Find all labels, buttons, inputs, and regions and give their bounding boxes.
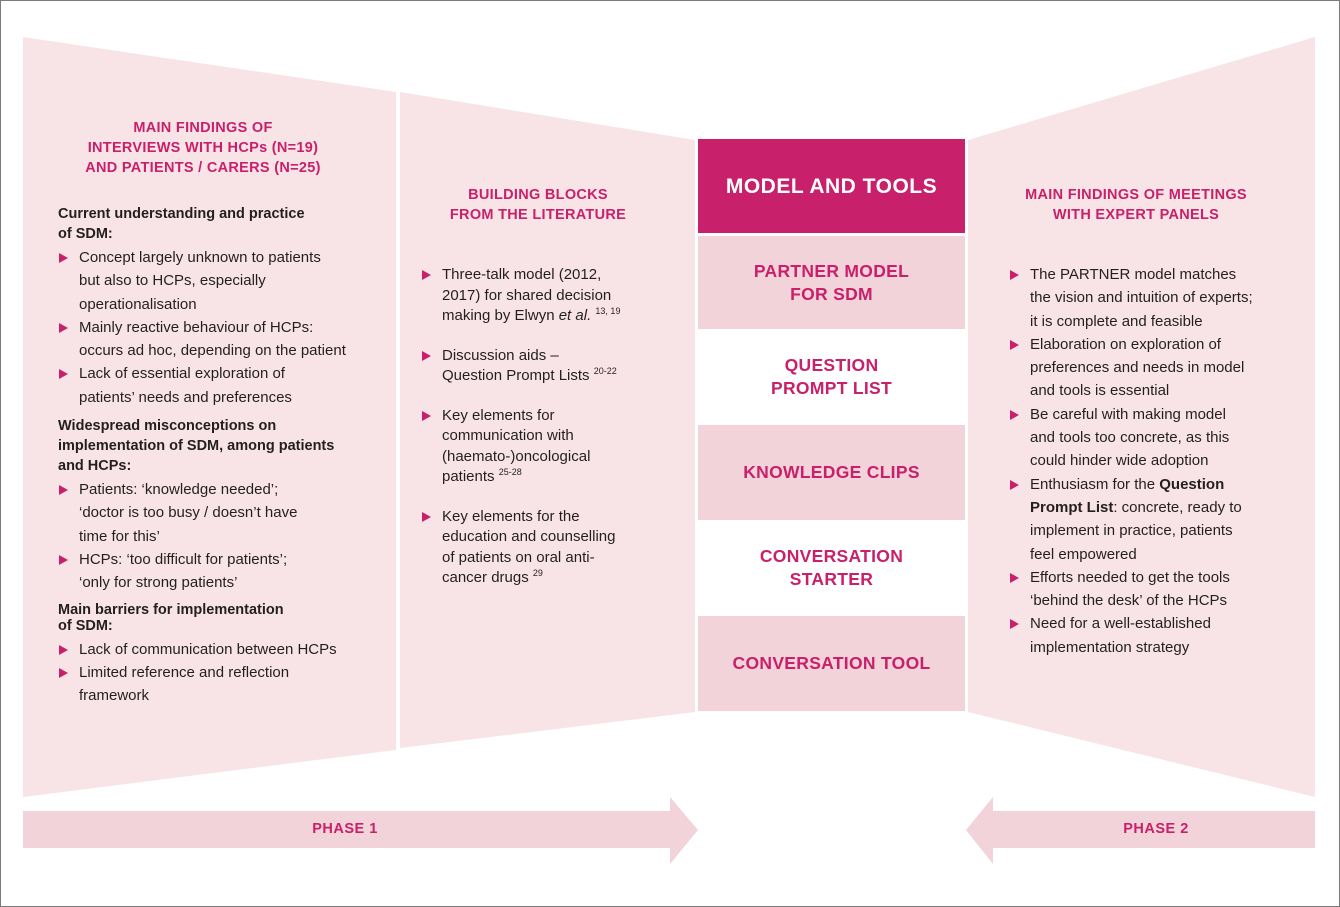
interviews-heading <box>40 118 366 178</box>
section-title <box>58 416 388 476</box>
item-line: Three-talk model (2012, <box>442 266 602 283</box>
item-line: Concept largely unknown to patients <box>79 249 321 266</box>
item-line: ‘doctor is too busy / doesn’t have <box>79 504 298 522</box>
list-item <box>1009 403 1309 473</box>
heading-line: INTERVIEWS WITH HCPs (N=19) <box>87 140 319 156</box>
citation: 13, 19 <box>595 306 621 316</box>
list-item <box>421 507 681 589</box>
interviews-findings <box>58 204 388 707</box>
item-line: The PARTNER model matches <box>1030 266 1237 283</box>
box-line: FOR SDM <box>790 283 873 304</box>
section-title <box>58 204 388 244</box>
item-line: Lack of essential exploration of <box>79 365 285 383</box>
item-line: Efforts needed to get the tools <box>1030 568 1230 586</box>
item-line: time for this’ <box>79 527 160 545</box>
title-text: MODEL AND TOOLS <box>725 174 938 198</box>
model-and-tools-title <box>698 139 965 233</box>
item-line: but also to HCPs, especially <box>79 272 266 290</box>
list-item <box>58 548 388 595</box>
expert-panels-heading <box>985 185 1287 225</box>
item-line: implement in practice, patients <box>1030 522 1233 540</box>
box-line: CONVERSATION <box>759 546 904 566</box>
list-item <box>58 661 388 708</box>
item-line: HCPs: ‘too difficult for patients’; <box>79 550 288 568</box>
item-line: Enthusiasm for the Question <box>1030 475 1225 493</box>
item-line: Elaboration on exploration of <box>1030 335 1221 353</box>
heading-line: MAIN FINDINGS OF <box>133 120 273 136</box>
item-line: Mainly reactive behaviour of HCPs: <box>79 318 314 336</box>
item-line: feel empowered <box>1030 545 1137 563</box>
item-line: operationalisation <box>79 295 197 313</box>
item-line: Key elements for the <box>442 507 580 525</box>
list-item <box>1009 473 1309 566</box>
conversation-tool-box <box>698 616 965 711</box>
item-line: 2017) for shared decision <box>442 286 612 304</box>
item-line: making by Elwyn et al. $^{13, 19}$ <box>442 306 621 324</box>
list-item <box>58 316 388 363</box>
heading-line: AND PATIENTS / CARERS (N=25) <box>85 160 321 176</box>
findings-list <box>58 638 388 708</box>
literature-blocks <box>421 265 681 608</box>
heading-line: MAIN FINDINGS OF MEETINGS <box>1025 187 1247 203</box>
item-line: implementation strategy <box>1030 638 1190 656</box>
section-title <box>58 602 388 634</box>
item-line <box>442 366 681 387</box>
phase-2-label: PHASE 2 <box>1123 821 1189 837</box>
item-line: could hinder wide adoption <box>1030 452 1209 470</box>
knowledge-clips-box <box>698 425 965 520</box>
list-item <box>58 362 388 409</box>
citation: 25-28 <box>498 467 522 477</box>
box-line: PROMPT LIST <box>771 378 892 398</box>
item-line: preferences and needs in model <box>1030 359 1245 377</box>
question-prompt-list-box <box>698 329 965 425</box>
item-text: cancer drugs <box>442 569 529 586</box>
heading-line: BUILDING BLOCKS <box>468 187 608 203</box>
box-line: KNOWLEDGE CLIPS <box>743 462 920 482</box>
item-line: Key elements for <box>442 406 555 424</box>
item-line: of patients on oral anti- <box>442 548 595 566</box>
list-item <box>1009 263 1309 333</box>
title-line: Main barriers for implementation <box>58 601 284 618</box>
item-line: Limited reference and reflection <box>79 663 290 681</box>
item-line: ‘behind the desk’ of the HCPs <box>1030 592 1228 610</box>
item-line <box>442 467 681 488</box>
item-line: it is complete and feasible <box>1030 312 1203 330</box>
item-line: Be careful with making model <box>1030 405 1226 423</box>
title-line: Current understanding and practice <box>58 206 305 222</box>
findings-list <box>58 246 388 409</box>
title-line: of SDM: <box>58 226 113 242</box>
list-item <box>58 638 388 661</box>
box-line: QUESTION <box>784 355 879 375</box>
list-item <box>58 478 388 548</box>
expert-findings <box>1009 263 1309 659</box>
item-line: the vision and intuition of experts; <box>1030 289 1253 307</box>
box-line: CONVERSATION TOOL <box>732 653 931 673</box>
list-item <box>1009 566 1309 613</box>
item-text: patients <box>442 468 495 485</box>
item-line: framework <box>79 687 150 705</box>
phase-1-label: PHASE 1 <box>312 821 378 837</box>
item-line: communication with <box>442 427 574 444</box>
item-line: Need for a well-established <box>1030 615 1211 633</box>
item-line: ‘only for strong patients’ <box>79 574 238 592</box>
heading-line: WITH EXPERT PANELS <box>1052 207 1220 223</box>
box-line: STARTER <box>789 569 874 589</box>
heading-line: FROM THE LITERATURE <box>449 207 627 223</box>
title-line: Widespread misconceptions on <box>58 418 277 435</box>
partner-model-box <box>698 236 965 329</box>
building-blocks-list <box>421 265 681 589</box>
expert-findings-list <box>1009 263 1309 659</box>
list-item <box>421 346 681 387</box>
item-line: Patients: ‘knowledge needed’; <box>79 481 279 499</box>
citation: 20-22 <box>593 366 617 376</box>
citation: 29 <box>532 568 543 578</box>
item-line: Lack of communication between HCPs <box>79 640 337 658</box>
list-item <box>1009 333 1309 403</box>
item-line: occurs ad hoc, depending on the patient <box>79 342 346 360</box>
item-line: Prompt List: concrete, ready to <box>1030 498 1242 516</box>
item-line: education and counselling <box>442 528 616 545</box>
findings-list <box>58 478 388 594</box>
conversation-starter-box <box>698 520 965 616</box>
item-line: and tools too concrete, as this <box>1030 429 1230 447</box>
list-item <box>1009 612 1309 659</box>
title-line: implementation of SDM, among patients <box>58 438 335 455</box>
item-line: patients’ needs and preferences <box>79 388 292 406</box>
title-line: of SDM: <box>58 617 113 634</box>
item-line: and tools is essential <box>1030 382 1170 400</box>
list-item <box>58 246 388 316</box>
item-text: Question Prompt Lists <box>442 367 590 384</box>
item-line <box>442 568 681 589</box>
item-line: (haemato-)oncological <box>442 447 591 465</box>
list-item <box>421 265 681 327</box>
box-line: PARTNER MODEL <box>753 260 910 281</box>
literature-heading <box>410 185 666 225</box>
list-item <box>421 406 681 488</box>
title-line: and HCPs: <box>58 458 132 475</box>
item-line: Discussion aids – <box>442 346 559 364</box>
